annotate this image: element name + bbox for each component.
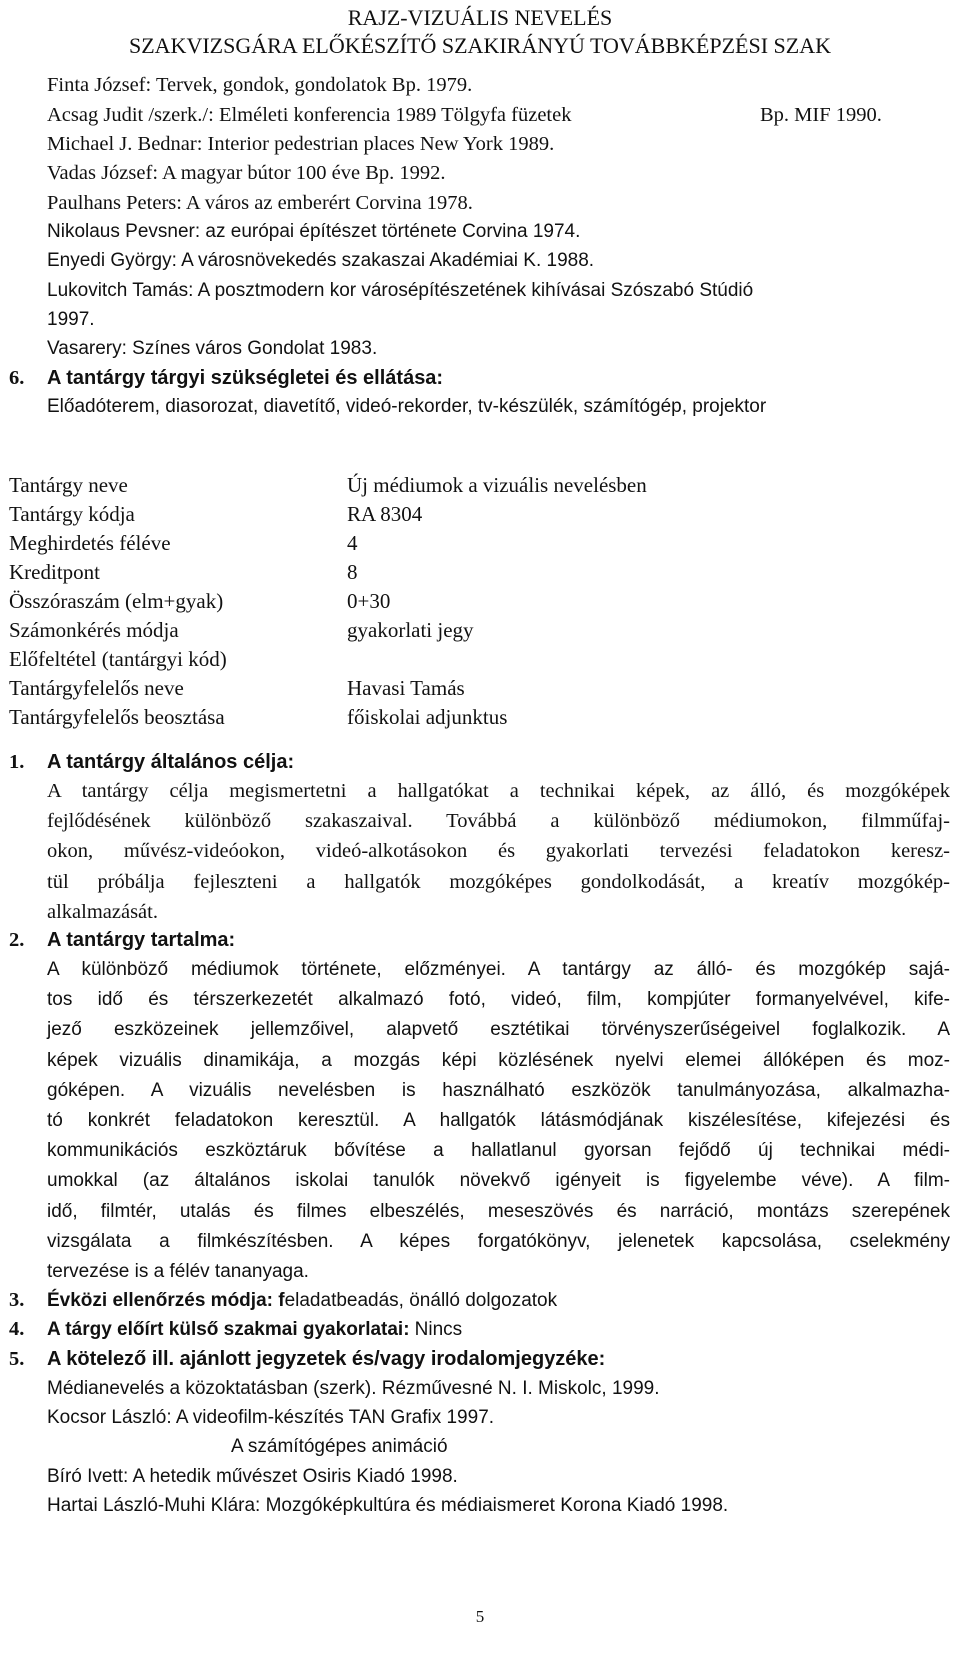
section-number: 4.: [9, 1318, 25, 1340]
paragraph-line: kommunikációs eszköztáruk bővítése a hallatlanul gyorsan fejődő új technikai médi-: [47, 1140, 950, 1162]
section-paragraph: [47, 955, 950, 1287]
section-paragraph: [47, 776, 950, 927]
reference-item: A számítógépes animáció: [231, 1436, 448, 1457]
paragraph-line: góképen. A vizuális nevelésben is használható eszközök tanulmányozása, alkalmazha-: [47, 1079, 950, 1101]
reference-item-publisher: Bp. MIF 1990.: [760, 104, 882, 126]
reference-item: Nikolaus Pevsner: az európai építészet története Corvina 1974.: [47, 221, 581, 242]
section-text: Előadóterem, diasorozat, diavetítő, videó-rekorder, tv-készülék, számítógép, projektor: [47, 396, 767, 417]
paragraph-line: tül próbálja fejleszteni a hallgatók mozgóképes gondolkodását, a kreatív mozgókép-: [47, 870, 950, 893]
table-label: Tantárgy neve: [9, 473, 128, 497]
table-row: [9, 644, 709, 674]
paragraph-line: tos idő és térszerkezetét alkalmazó fotó, videó, film, kompjúter formanyelvével, kife-: [47, 989, 950, 1011]
table-label: Meghirdetés féléve: [9, 531, 171, 555]
reference-item: Médianevelés a közoktatásban (szerk). Rézművesné N. I. Miskolc, 1999.: [47, 1378, 660, 1399]
reference-item: Enyedi György: A városnövekedés szakaszai Akadémiai K. 1988.: [47, 250, 595, 271]
reference-item: Vadas József: A magyar bútor 100 éve Bp. 1992.: [47, 162, 446, 184]
page-number: 5: [475, 1607, 485, 1626]
paragraph-line: fejlődésének különböző szakaszaival. Továbbá a különböző médiumokon, filmműfaj-: [47, 810, 950, 833]
header-subtitle: SZAKVIZSGÁRA ELŐKÉSZÍTŐ SZAKIRÁNYÚ TOVÁBBKÉPZÉSI SZAK: [129, 33, 831, 58]
section-number: 3.: [9, 1289, 25, 1311]
table-row: [9, 528, 709, 558]
paragraph-line: vizsgálata a filmkészítésben. A képes forgatókönyv, jelenetek kapcsolása, cselekmény: [47, 1230, 950, 1252]
table-value: főiskolai adjunktus: [347, 705, 508, 729]
table-label: Számonkérés módja: [9, 618, 179, 642]
section-heading: A tantárgy általános célja:: [47, 751, 295, 773]
reference-item: Michael J. Bednar: Interior pedestrian places New York 1989.: [47, 133, 555, 155]
section-heading: A tantárgy tartalma:: [47, 929, 236, 951]
table-value: 8: [347, 560, 358, 584]
section-heading: A tárgy előírt külső szakmai gyakorlatai:: [47, 1319, 410, 1340]
table-row: [9, 673, 709, 703]
table-row: [9, 470, 709, 500]
reference-item: Acsag Judit /szerk./: Elméleti konferencia 1989 Tölgyfa füzetek: [47, 104, 572, 126]
table-row: [9, 586, 709, 616]
table-row: [9, 702, 709, 732]
reference-item: [47, 277, 950, 305]
section-heading: A tantárgy tárgyi szükségletei és ellátása:: [47, 367, 444, 389]
table-label: Kreditpont: [9, 560, 100, 584]
header-title: RAJZ-VIZUÁLIS NEVELÉS: [347, 5, 613, 30]
section-number: 5.: [9, 1348, 25, 1370]
section-number: 2.: [9, 929, 25, 951]
table-row: [9, 615, 709, 645]
reference-item: Bíró Ivett: A hetedik művészet Osiris Kiadó 1998.: [47, 1466, 458, 1487]
section-heading: A kötelező ill. ajánlott jegyzetek és/vagy irodalomjegyzéke:: [47, 1348, 606, 1370]
table-label: Tantárgyfelelős beosztása: [9, 705, 225, 729]
table-label: Tantárgyfelelős neve: [9, 676, 184, 700]
table-row: [9, 557, 709, 587]
section-number: 1.: [9, 751, 25, 773]
table-row: [9, 499, 709, 529]
reference-item: Hartai László-Muhi Klára: Mozgóképkultúra és médiaismeret Korona Kiadó 1998.: [47, 1495, 729, 1516]
table-value: 0+30: [347, 589, 391, 613]
table-label: Előfeltétel (tantárgyi kód): [9, 647, 227, 671]
reference-item: Vasarery: Színes város Gondolat 1983.: [47, 338, 378, 359]
table-value: 4: [347, 531, 358, 555]
reference-item: Kocsor László: A videofilm-készítés TAN Grafix 1997.: [47, 1407, 495, 1428]
section-number: 6.: [9, 367, 25, 389]
table-label: Összóraszám (elm+gyak): [9, 589, 224, 613]
paragraph-line: idő, filmtér, utalás és filmes elbeszélés, meseszövés és narráció, montázs szerepének: [47, 1200, 950, 1222]
table-value: RA 8304: [347, 502, 423, 526]
table-value: gyakorlati jegy: [347, 618, 474, 642]
table-value: Havasi Tamás: [347, 676, 465, 700]
section-text: Nincs: [414, 1319, 463, 1340]
reference-item-text: Lukovitch Tamás: A posztmodern kor városépítészetének kihívásai Szószabó Stúdió: [47, 280, 754, 301]
paragraph-line: tó konkrét feladatokon keresztül. A hallgatók látásmódjának kiszélesítése, kifejezési és: [47, 1109, 950, 1131]
section-heading: Évközi ellenőrzés módja: f: [47, 1290, 285, 1311]
paragraph-line: képek vizuális dinamikája, a mozgás képi közlésének nyelvi elemei állóképen és moz-: [47, 1049, 950, 1071]
paragraph-line: okon, művész-videóokon, videó-alkotásokon és gyakorlati tervezési feladatokon keresz-: [47, 840, 950, 863]
reference-item: Paulhans Peters: A város az emberért Corvina 1978.: [47, 192, 473, 214]
table-label: Tantárgy kódja: [9, 502, 135, 526]
section-line: [47, 1315, 462, 1344]
reference-item: Finta József: Tervek, gondok, gondolatok Bp. 1979.: [47, 74, 473, 96]
paragraph-line: alkalmazását.: [47, 900, 158, 923]
paragraph-line: jező eszközeinek jellemzőivel, alapvető esztétikai törvényszerűségeivel foglalkozik. A: [47, 1019, 950, 1041]
paragraph-line: umokkal (az általános iskolai tanulók növekvő igényeit is figyelembe véve). A film-: [47, 1170, 950, 1192]
reference-item: 1997.: [47, 309, 95, 330]
paragraph-line: A különböző médiumok története, előzményei. A tantárgy az álló- és mozgókép sajá-: [47, 959, 950, 980]
paragraph-line: A tantárgy célja megismertetni a hallgatókat a technikai képek, az álló, és mozgóképek: [47, 780, 950, 802]
table-value: Új médiumok a vizuális nevelésben: [347, 473, 647, 497]
section-text: eladatbeadás, önálló dolgozatok: [284, 1290, 558, 1311]
paragraph-line: tervezése is a félév tananyaga.: [47, 1260, 309, 1282]
section-line: [47, 1286, 557, 1315]
